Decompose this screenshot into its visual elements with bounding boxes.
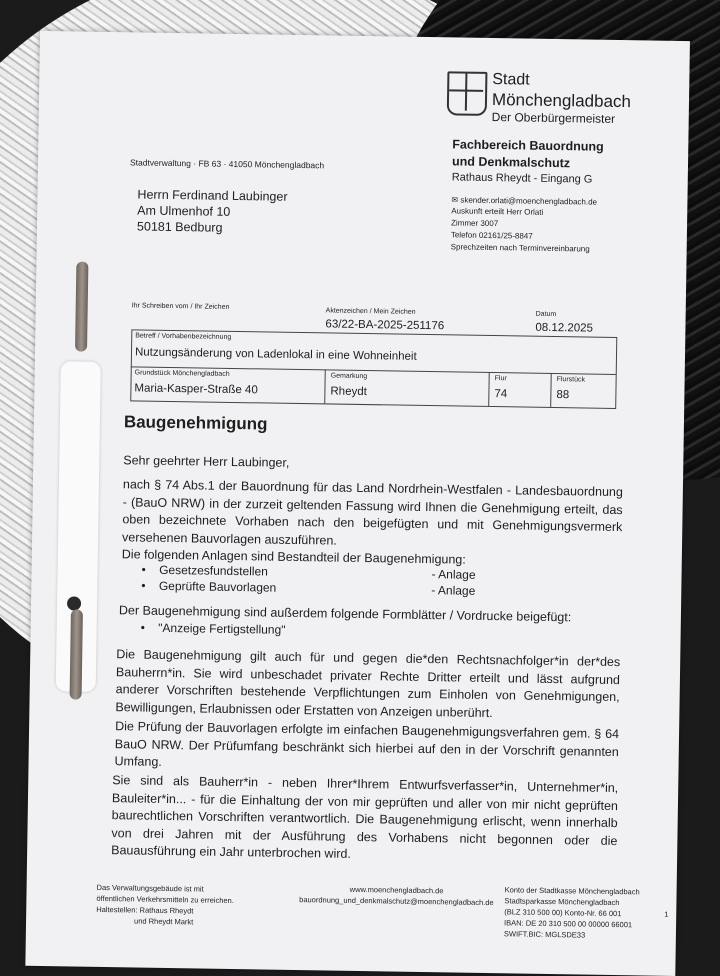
sender-line: Stadtverwaltung · FB 63 · 41050 Mönchengladbach (129, 157, 325, 171)
department-line2: und Denkmalschutz (451, 154, 571, 171)
anlage-2-name: Geprüfte Bauvorlagen (158, 578, 277, 595)
contact-telefon: Telefon 02161/25-8847 (450, 230, 533, 241)
footer-email: bauordnung_und_denkmalschutz@moenchengladbach.de (299, 895, 494, 908)
flur-value: 74 (494, 388, 508, 401)
city-name-line3: Der Oberbürgermeister (491, 110, 616, 126)
grundstueck-label: Grundstück Mönchengladbach (134, 369, 230, 378)
contact-sprechzeiten: Sprechzeiten nach Terminvereinbarung (450, 242, 590, 254)
binder-clip-bottom (70, 609, 83, 699)
anlage-1-name: Gesetzesfundstellen (159, 562, 268, 579)
document-title: Baugenehmigung (123, 412, 268, 434)
formblatt-1-name: "Anzeige Fertigstellung" (158, 620, 286, 637)
anlage-2-note: - Anlage (431, 583, 476, 598)
paragraph-3: Die Prüfung der Bauvorlagen erfolgte im einfachen Baugenehmigungsverfahren gem. § 64 BauO NRW. Der Prüfumfang beschränkt sich hierbei auf den in der Vorschrift genannten Umfang. (114, 719, 620, 769)
footer-1-line-4: und Rheydt Markt (134, 916, 194, 927)
footer-website: www.moenchengladbach.de (349, 884, 444, 896)
anlagen-intro: Die folgenden Anlagen sind Bestandteil der Baugenehmigung: (121, 547, 466, 567)
footer-col-3 (504, 884, 677, 942)
anlage-item-2: • Geprüfte Bauvorlagen (141, 578, 277, 595)
footer-bank-1: Konto der Stadtkasse Mönchengladbach (504, 885, 640, 897)
contact-email: ✉ skender.orlati@moenchengladbach.de (451, 195, 598, 207)
anlage-item-1: • Gesetzesfundstellen (141, 562, 268, 579)
recipient-street: Am Ulmenhof 10 (137, 203, 231, 219)
flurstueck-value: 88 (556, 389, 570, 402)
contact-zimmer: Zimmer 3007 (451, 218, 499, 229)
footer-iban: IBAN: DE 20 310 500 00 00000 66001 (504, 918, 633, 930)
gemarkung-value: Rheydt (330, 385, 367, 399)
paragraph-2: Die Baugenehmigung gilt auch für und gegen die*den Rechtsnachfolger*in der*des Bauherrn*in. Sie wird unbeschadet privater Rechte Dritter erteilt und lässt aufgrund anderer Vorschriften bestehende Verpflichtungen zum Einholen von Genehmigungen, Bewilligungen, Erlaubnissen oder Erstatten von Anzeigen unberührt. (115, 647, 621, 720)
datum-value: 08.12.2025 (535, 321, 594, 335)
aktenzeichen-label: Aktenzeichen / Mein Zeichen (325, 307, 416, 316)
ihr-zeichen-label: Ihr Schreiben vom / Ihr Zeichen (131, 302, 230, 311)
formblatt-item-1: • "Anzeige Fertigstellung" (140, 620, 286, 637)
paragraph-4: Sie sind als Bauherr*in - neben Ihrer*Ihrem Entwurfsverfasser*in, Unternehmer*in, Bauleiter*in... - für die Einhaltung der von mir geprüften und aller von mir nicht geprüften baurechtlichen Vorschriften verantwortlich. Die Baugenehmigung erlischt, wenn innerhalb von drei Jahren mit der Ausführung des Vorhabens nicht begonnen oder die Bauausführung ein Jahr unterbrochen wird. (111, 773, 619, 861)
footer-bank-3: (BLZ 310 500 00) Konto-Nr. 66 001 (504, 907, 622, 919)
city-name-line2: Mönchengladbach (491, 90, 632, 112)
footer-col-1 (96, 882, 257, 929)
greeting: Sehr geehrter Herr Laubinger, (123, 453, 290, 470)
anlage-1-note: - Anlage (431, 567, 476, 582)
letter-page (25, 31, 690, 976)
recipient-city: 50181 Bedburg (136, 219, 223, 235)
punch-hole (67, 596, 81, 610)
betreff-value: Nutzungsänderung von Ladenlokal in eine Wohneinheit (134, 346, 417, 363)
betreff-label: Betreff / Vorhabenbezeichnung (135, 332, 232, 341)
footer-1-line-2: öffentlichen Verkehrsmitteln zu erreichen. (96, 893, 234, 906)
department-line3: Rathaus Rheydt - Eingang G (451, 171, 593, 186)
grundstueck-value: Maria-Kasper-Straße 40 (134, 382, 258, 397)
footer-1-line-3: Haltestellen: Rathaus Rheydt (96, 904, 194, 916)
binder-clip-top (75, 261, 88, 351)
contact-auskunft: Auskunft erteilt Herr Orlati (451, 206, 544, 217)
footer-swift: SWIFT.BIC: MGLSDE33 (503, 929, 586, 940)
contact-email-text: skender.orlati@moenchengladbach.de (460, 195, 598, 207)
department-line1: Fachbereich Bauordnung (452, 137, 604, 154)
footer-1-line-1: Das Verwaltungsgebäude ist mit (96, 882, 204, 894)
gemarkung-label: Gemarkung (330, 372, 368, 381)
page-number: 1 (664, 909, 669, 919)
aktenzeichen-value: 63/22-BA-2025-251176 (325, 318, 445, 333)
datum-label: Datum (535, 310, 557, 319)
betreff-table (130, 329, 617, 409)
footer-col-2 (276, 883, 516, 909)
paragraph-1: nach § 74 Abs.1 der Bauordnung für das Land Nordrhein-Westfalen - Landesbauordnung - (BauO NRW) in der zurzeit geltenden Fassung wird Ihnen die Genehmigung erteilt, das oben bezeichnete Vorhaben nach den beigefügten und mit Genehmigungsvermerk versehenen Bauvorlagen auszuführen. (121, 477, 623, 548)
flurstueck-label: Flurstück (556, 376, 586, 384)
formblaetter-intro: Der Baugenehmigung sind außerdem folgende Formblätter / Vordrucke beigefügt: (118, 603, 572, 625)
footer-bank-2: Stadtsparkasse Mönchengladbach (504, 896, 620, 908)
flur-label: Flur (494, 375, 507, 383)
city-name-line1: Stadt (492, 71, 530, 89)
recipient-name: Herrn Ferdinand Laubinger (137, 187, 288, 204)
